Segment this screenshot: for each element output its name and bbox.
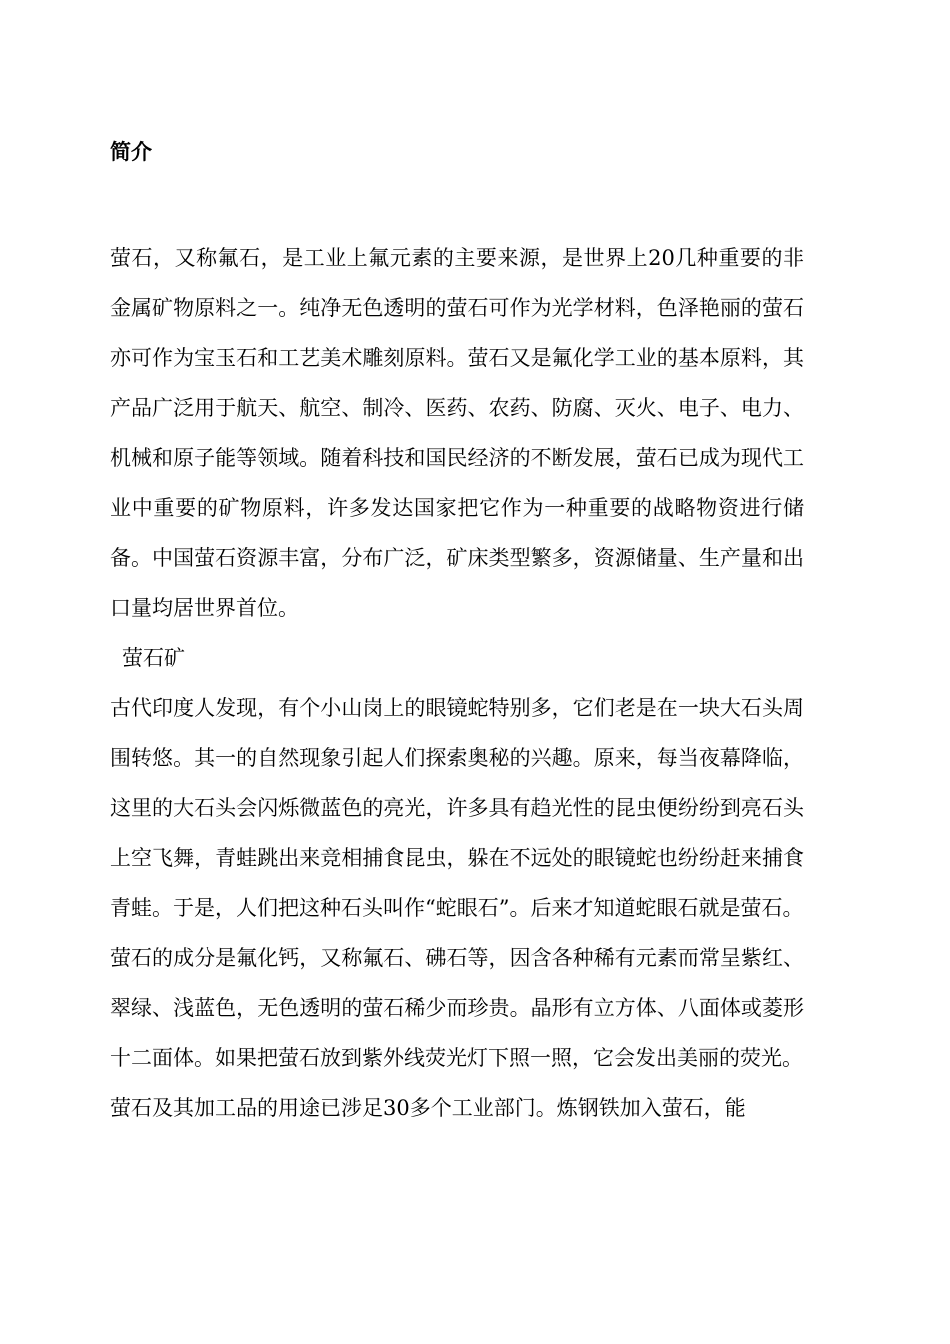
document-body xyxy=(110,233,804,1133)
section-heading: 萤石矿 xyxy=(122,646,185,670)
paragraph-intro: 萤石，又称氟石，是工业上氟元素的主要来源，是世界上20几种重要的非金属矿物原料之一。纯净无色透明的萤石可作为光学材料，色泽艳丽的萤石亦可作为宝玉石和工艺美术雕刻原料。萤石又是氟化学工业的基本原料，其产品广泛用于航天、航空、制冷、医药、农药、防腐、灭火、电子、电力、机械和原子能等领域。随着科技和国民经济的不断发展，萤石已成为现代工业中重要的矿物原料，许多发达国家把它作为一种重要的战略物资进行储备。中国萤石资源丰富，分布广泛，矿床类型繁多，资源储量、生产量和出口量均居世界首位。 xyxy=(110,246,804,620)
paragraph-composition: 萤石的成分是氟化钙，又称氟石、砩石等，因含各种稀有元素而常呈紫红、翠绿、浅蓝色，无色透明的萤石稀少而珍贵。晶形有立方体、八面体或菱形十二面体。如果把萤石放到紫外线荧光灯下照一照，它会发出美丽的荧光。 xyxy=(110,946,804,1070)
paragraph-uses: 萤石及其加工品的用途已涉足30多个工业部门。炼钢铁加入萤石，能 xyxy=(110,1096,746,1120)
paragraph-legend: 古代印度人发现，有个小山岗上的眼镜蛇特别多，它们老是在一块大石头周围转悠。其一的自然现象引起人们探索奥秘的兴趣。原来，每当夜幕降临，这里的大石头会闪烁微蓝色的亮光，许多具有趋光性的昆虫便纷纷到亮石头上空飞舞，青蛙跳出来竞相捕食昆虫，躲在不远处的眼镜蛇也纷纷赶来捕食青蛙。于是，人们把这种石头叫作“蛇眼石”。后来才知道蛇眼石就是萤石。 xyxy=(110,696,804,920)
page-title: 简介 xyxy=(110,139,152,164)
